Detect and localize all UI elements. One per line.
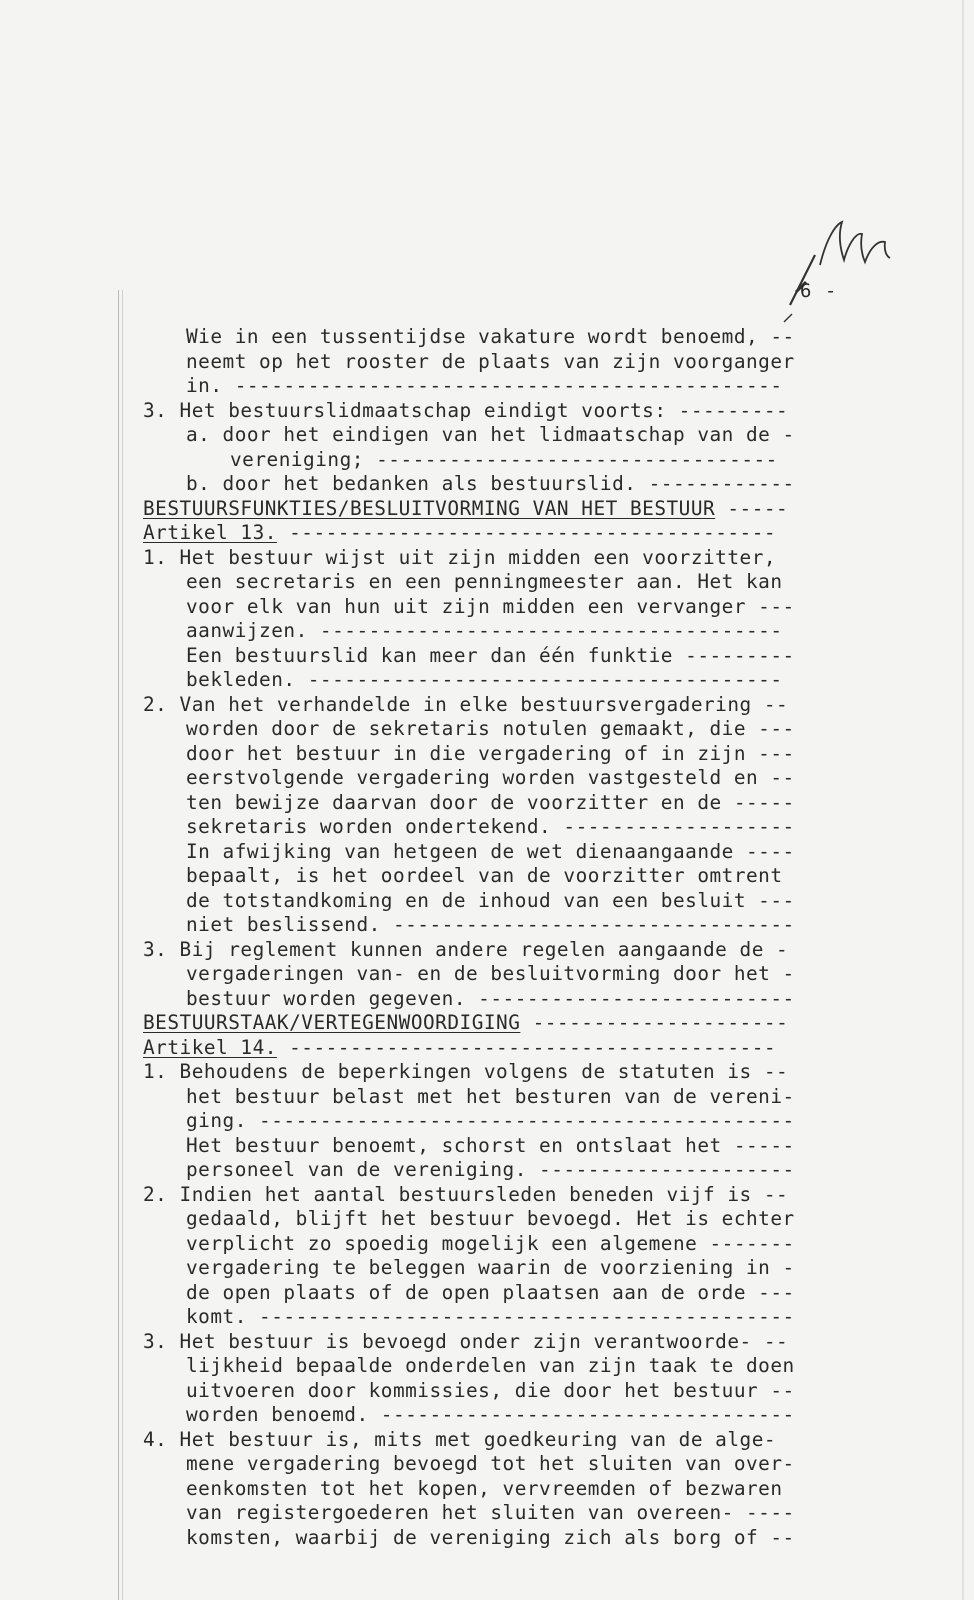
- text-line: komt. --------------------------------------------: [186, 1305, 795, 1328]
- text-line: a. door het eindigen van het lidmaatschap van de -: [186, 423, 795, 446]
- text-line: eerstvolgende vergadering worden vastgesteld en --: [186, 766, 795, 789]
- text-line: Het bestuur benoemt, schorst en ontslaat het -----: [186, 1133, 795, 1157]
- filler-dashes: ---------------------: [520, 1011, 789, 1034]
- text-line: uitvoeren door kommissies, die door het bestuur --: [186, 1378, 795, 1402]
- heading-text: BESTUURSTAAK/VERTEGENWOORDIGING: [143, 1011, 521, 1034]
- text-line: 1. Behoudens de beperkingen volgens de statuten is --: [143, 1060, 789, 1083]
- text-line: voor elk van hun uit zijn midden een vervanger ---: [186, 594, 795, 618]
- text-line: gedaald, blijft het bestuur bevoegd. Het is echter: [186, 1207, 795, 1230]
- text-line: een secretaris en een penningmeester aan. Het kan: [186, 570, 783, 593]
- text-line: 4. Het bestuur is, mits met goedkeuring van de alge-: [143, 1427, 777, 1451]
- text-line: 3. Het bestuur is bevoegd onder zijn verantwoorde- --: [143, 1329, 789, 1353]
- page-edge: [962, 0, 964, 1600]
- text-line: eenkomsten tot het kopen, vervreemden of bezwaren: [186, 1476, 783, 1500]
- text-line: ging. --------------------------------------------: [186, 1109, 795, 1132]
- text-line: Een bestuurslid kan meer dan één funktie ---------: [186, 643, 795, 667]
- text-line: neemt op het rooster de plaats van zijn voorganger: [186, 349, 795, 373]
- handwritten-initials-signature: [760, 210, 920, 330]
- text-line: [143, 521, 913, 546]
- text-line: [143, 1036, 913, 1061]
- text-line: de open plaats of de open plaatsen aan de orde ---: [186, 1280, 795, 1304]
- text-line: vergaderingen van- en de besluitvorming door het -: [186, 962, 795, 985]
- text-line: de totstandkoming en de inhoud van een besluit ---: [186, 888, 795, 912]
- text-line: [143, 1011, 913, 1036]
- text-line: aanwijzen. --------------------------------------: [186, 619, 783, 642]
- document-body: [143, 325, 913, 1550]
- text-line: verplicht zo spoedig mogelijk een algemene -------: [186, 1231, 795, 1255]
- filler-dashes: ----------------------------------------: [276, 521, 777, 544]
- margin-line: [118, 290, 119, 1600]
- heading-text: Artikel 13.: [143, 521, 277, 544]
- text-line: 2. Indien het aantal bestuursleden beneden vijf is --: [143, 1182, 789, 1206]
- text-line: vereniging; ---------------------------------: [230, 447, 778, 471]
- text-line: komsten, waarbij de vereniging zich als borg of --: [186, 1525, 795, 1549]
- text-line: In afwijking van hetgeen de wet dienaangaande ----: [186, 839, 795, 863]
- text-line: Wie in een tussentijdse vakature wordt benoemd, --: [186, 325, 795, 348]
- filler-dashes: -----: [715, 496, 789, 520]
- text-line: bestuur worden gegeven. --------------------------: [186, 986, 795, 1010]
- text-line: worden door de sekretaris notulen gemaakt, die ---: [186, 717, 795, 740]
- heading-text: Artikel 14.: [143, 1035, 277, 1059]
- filler-dashes: ----------------------------------------: [276, 1035, 777, 1059]
- heading-text: BESTUURSFUNKTIES/BESLUITVORMING VAN HET BESTUUR: [143, 496, 716, 520]
- text-line: bepaalt, is het oordeel van de voorzitter omtrent: [186, 864, 783, 887]
- text-line: sekretaris worden ondertekend. -------------------: [186, 815, 795, 838]
- text-line: personeel van de vereniging. ---------------------: [186, 1158, 795, 1181]
- text-line: door het bestuur in die vergadering of in zijn ---: [186, 741, 795, 765]
- text-line: 3. Bij reglement kunnen andere regelen aangaande de -: [143, 937, 789, 961]
- text-line: worden benoemd. ----------------------------------: [186, 1403, 795, 1426]
- text-line: het bestuur belast met het besturen van de vereni-: [186, 1084, 795, 1108]
- text-line: in. ---------------------------------------------: [186, 374, 783, 397]
- text-line: van registergoederen het sluiten van overeen- ----: [186, 1501, 795, 1524]
- text-line: mene vergadering bevoegd tot het sluiten van over-: [186, 1452, 795, 1475]
- text-line: 1. Het bestuur wijst uit zijn midden een voorzitter,: [143, 545, 777, 569]
- text-line: 3. Het bestuurslidmaatschap eindigt voorts: ---------: [143, 398, 789, 422]
- text-line: [143, 497, 913, 522]
- text-line: vergadering te beleggen waarin de voorziening in -: [186, 1256, 795, 1279]
- page-number: 6 -: [800, 280, 838, 302]
- text-line: bekleden. ---------------------------------------: [186, 668, 783, 691]
- text-line: b. door het bedanken als bestuurslid. ------------: [186, 472, 795, 495]
- text-line: 2. Van het verhandelde in elke bestuursvergadering --: [143, 692, 789, 716]
- text-line: ten bewijze daarvan door de voorzitter en de -----: [186, 790, 795, 814]
- margin-line-inner: [122, 290, 123, 1600]
- text-line: lijkheid bepaalde onderdelen van zijn taak te doen: [186, 1354, 795, 1377]
- text-line: niet beslissend. ---------------------------------: [186, 913, 795, 936]
